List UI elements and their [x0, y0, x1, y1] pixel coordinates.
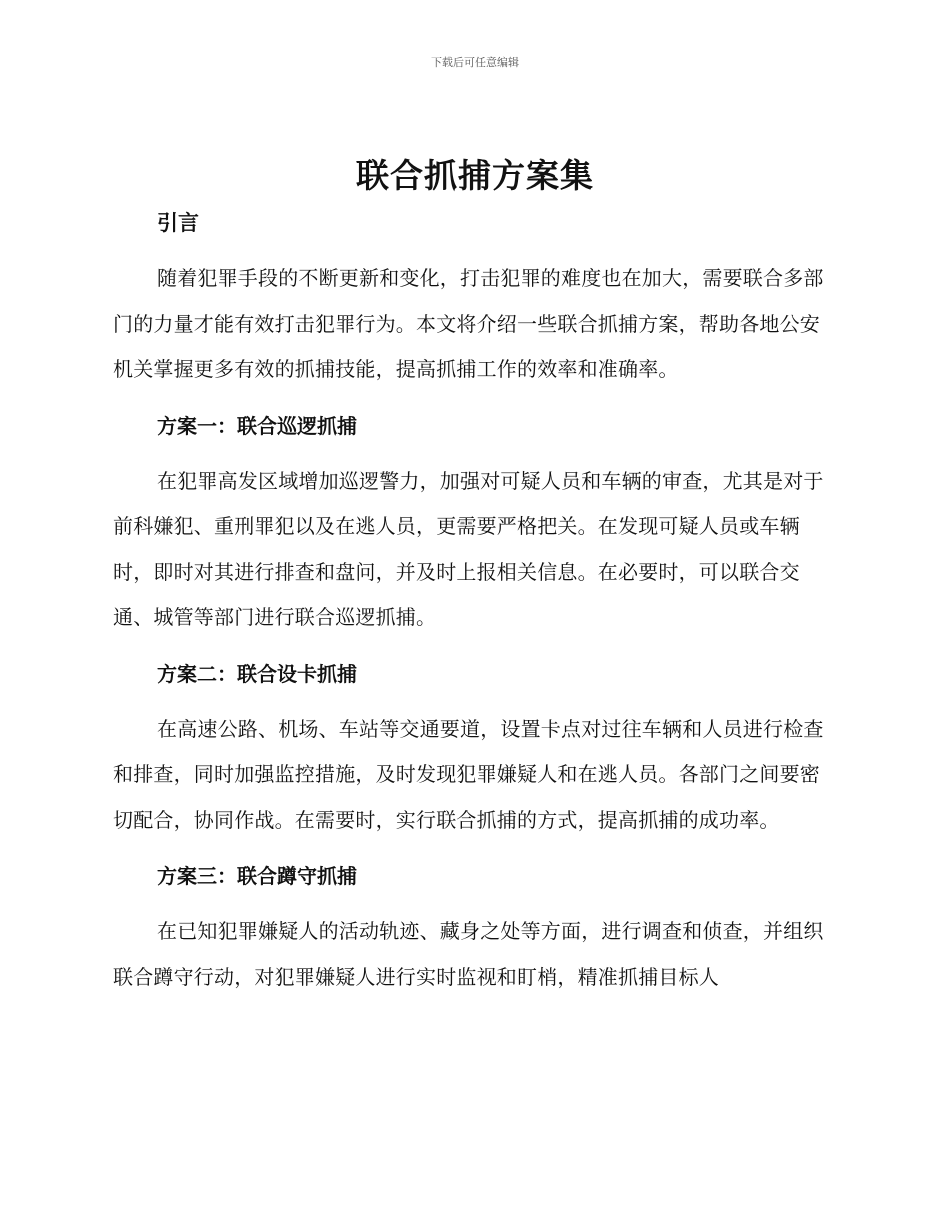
section-3-paragraph: 在已知犯罪嫌疑人的活动轨迹、藏身之处等方面，进行调查和侦查，并组织联合蹲守行动，对犯罪嫌疑人进行实时监视和盯梢，精准抓捕目标人: [113, 919, 824, 989]
intro-heading: 引言: [157, 211, 199, 235]
header-note: 下载后可任意编辑: [431, 56, 519, 69]
document-title: 联合抓捕方案集: [356, 156, 594, 195]
document-body: [113, 200, 833, 1000]
section-1-heading: 方案一：联合巡逻抓捕: [157, 413, 357, 438]
section-2-paragraph: 在高速公路、机场、车站等交通要道，设置卡点对过往车辆和人员进行检查和排查，同时加强监控措施，及时发现犯罪嫌疑人和在逃人员。各部门之间要密切配合，协同作战。在需要时，实行联合抓捕的方式，提高抓捕的成功率。: [113, 716, 824, 832]
section-2-heading: 方案二：联合设卡抓捕: [157, 661, 357, 686]
section-1-paragraph: 在犯罪高发区域增加巡逻警力，加强对可疑人员和车辆的审查，尤其是对于前科嫌犯、重刑罪犯以及在逃人员，更需要严格把关。在发现可疑人员或车辆时，即时对其进行排查和盘问，并及时上报相关信息。在必要时，可以联合交通、城管等部门进行联合巡逻抓捕。: [113, 468, 824, 629]
intro-paragraph: 随着犯罪手段的不断更新和变化，打击犯罪的难度也在加大，需要联合多部门的力量才能有效打击犯罪行为。本文将介绍一些联合抓捕方案，帮助各地公安机关掌握更多有效的抓捕技能，提高抓捕工作的效率和准确率。: [113, 266, 824, 381]
section-3-heading: 方案三：联合蹲守抓捕: [157, 864, 357, 888]
